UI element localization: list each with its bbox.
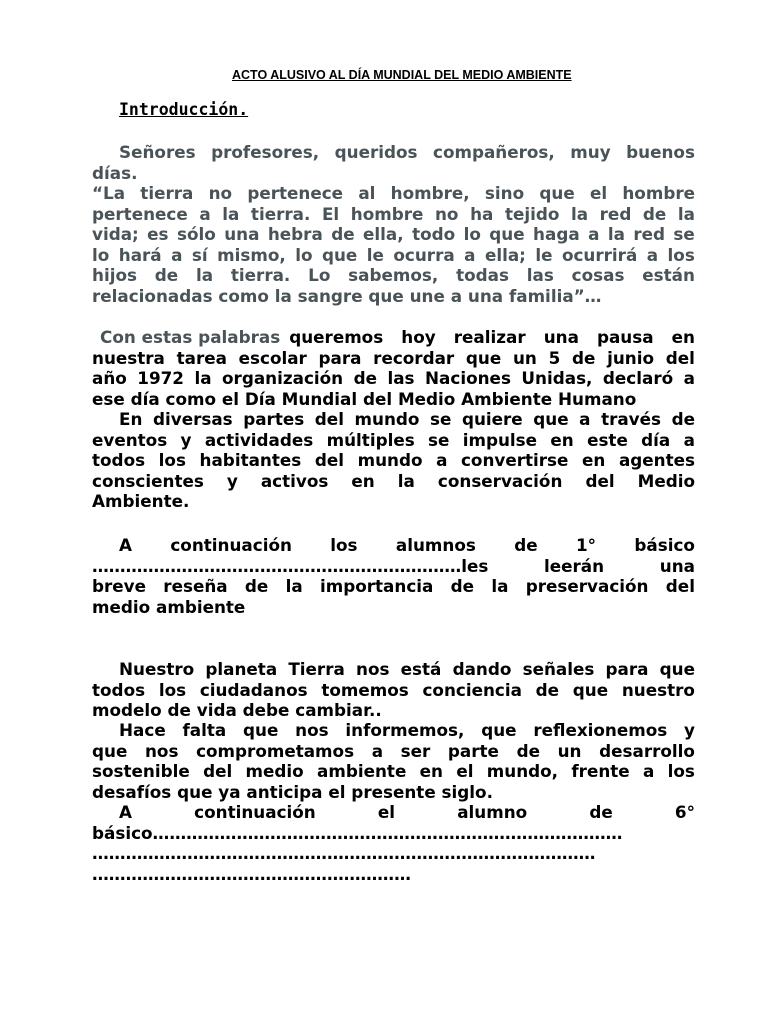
text-line: “La tierra no pertenece al hombre, sino que el hombre: [92, 183, 695, 203]
section-heading: Introducción.: [119, 100, 249, 119]
text-line: modelo de vida debe cambiar..: [92, 700, 382, 720]
text-line: breve reseña de la importancia de la preservación del: [92, 576, 695, 596]
text-line: En diversas partes del mundo se quiere que a través de: [119, 409, 695, 429]
text-line: días.: [92, 162, 138, 183]
text-line: básico…………………………………………………………………………: [92, 822, 623, 843]
text-line: todos los habitantes del mundo a convertirse en agentes: [92, 450, 695, 470]
text-line: medio ambiente: [92, 596, 246, 617]
text-line: Con estas palabras queremos hoy realizar una pausa en: [100, 327, 695, 347]
text-line: …………………………………………………: [92, 863, 411, 884]
text-line: ………………………………………………………………………………: [92, 843, 596, 863]
text-line: eventos y actividades múltiples se impulse en este día a: [92, 429, 695, 450]
text-line: desafíos que ya anticipa el presente siglo.: [92, 781, 493, 802]
first-grade-paragraph: [92, 535, 695, 617]
text-line: …………………………………………………………les leerán una: [92, 555, 695, 576]
text-line: Hace falta que nos informemos, que reflexionemos y: [119, 720, 695, 740]
text-line: todos los ciudadanos tomemos conciencia de que nuestro: [92, 679, 695, 700]
text-line: año 1972 la organización de las Naciones Unidas, declaró a: [92, 368, 695, 388]
text-line: A continuación los alumnos de 1° básico: [119, 535, 695, 555]
greeting-paragraph: [92, 142, 695, 183]
text-line: sostenible del medio ambiente en el mundo, frente a los: [92, 761, 695, 781]
text-line: Ambiente.: [92, 491, 190, 511]
text-line: vida; es sólo una hebra de ella, todo lo que haga a la red se: [92, 224, 695, 244]
commitment-paragraph: [92, 720, 695, 802]
text-line: hijos de la tierra. Lo sabemos, todas las cosas están: [92, 265, 695, 285]
text-line: nuestra tarea escolar para recordar que un 5 de junio del: [92, 347, 695, 368]
text-line: Señores profesores, queridos compañeros, muy buenos: [119, 142, 695, 162]
text-line: Nuestro planeta Tierra nos está dando señales para que: [119, 659, 695, 679]
text-line: que nos comprometamos a ser parte de un desarrollo: [92, 740, 695, 761]
text-line: A continuación el alumno de 6°: [119, 802, 695, 822]
text-line: pertenece a la tierra. El hombre no ha tejido la red de la: [92, 203, 695, 224]
quote-paragraph: [92, 183, 695, 306]
text-line: relacionadas como la sangre que une a una familia”…: [92, 285, 602, 306]
context-paragraph: [92, 327, 695, 409]
sixth-grade-paragraph: [92, 802, 695, 884]
events-paragraph: [92, 409, 695, 512]
text-line: ese día como el Día Mundial del Medio Ambiente Humano: [92, 388, 637, 409]
text-line: lo hará a sí mismo, lo que le ocurra a ella; le ocurrirá a los: [92, 244, 695, 265]
text-line: conscientes y activos en la conservación del Medio: [92, 470, 695, 491]
quote-reference: Con estas palabras: [100, 327, 281, 347]
document-title: ACTO ALUSIVO AL DÍA MUNDIAL DEL MEDIO AMBIENTE: [232, 68, 572, 82]
planet-paragraph: [92, 659, 695, 721]
